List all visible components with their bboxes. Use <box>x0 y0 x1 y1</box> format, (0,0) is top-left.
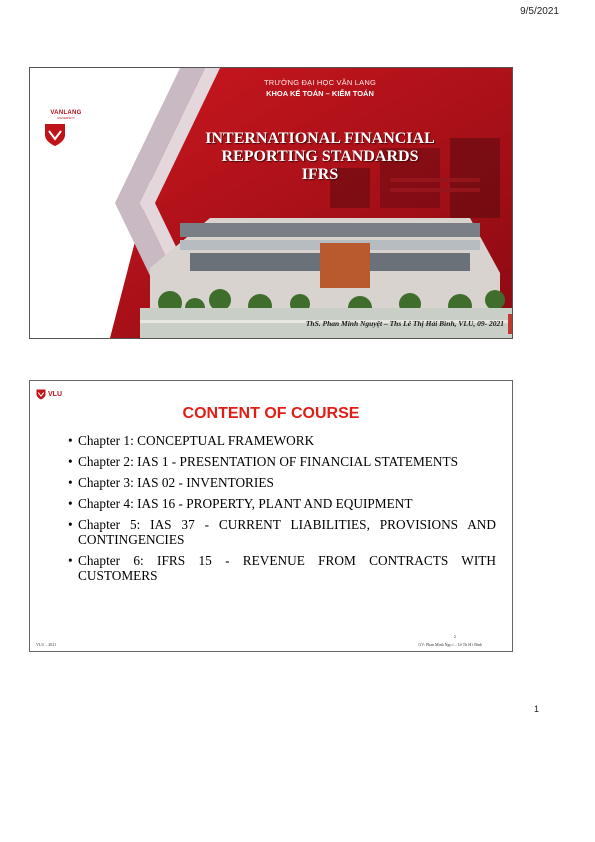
chapter-list <box>68 433 496 589</box>
title-slide-background <box>30 68 512 338</box>
page-number: 1 <box>533 704 539 714</box>
title-slide <box>29 67 513 339</box>
list-item: • Chapter 2: IAS 1 - PRESENTATION OF FINANCIAL STATEMENTS <box>68 454 496 469</box>
course-title: INTERNATIONAL FINANCIAL REPORTING STANDARDS IFRS <box>205 130 435 183</box>
vlu-logo: VLU <box>36 389 62 400</box>
shield-icon <box>36 389 46 400</box>
vanlang-logo: VANLANG UNIVERSITY <box>44 110 88 152</box>
footer-right: GV: Phan Minh Ngọ t – Lê Th H i Bình <box>418 642 482 647</box>
list-item: • Chapter 4: IAS 16 - PROPERTY, PLANT AND EQUIPMENT <box>68 496 496 511</box>
author-credit: ThS. Phan Minh Nguyệt – Ths Lê Thị Hải Bình, VLU, 09- 2021 <box>305 319 504 328</box>
page-date: 9/5/2021 <box>520 6 559 17</box>
shield-icon <box>44 123 66 147</box>
slide-title: CONTENT OF COURSE <box>182 405 360 422</box>
footer-left: VLU – 2021 <box>36 642 57 647</box>
content-slide <box>29 380 513 652</box>
accent-bar <box>508 314 512 334</box>
faculty-name: KHOA KẾ TOÁN – KIỂM TOÁN <box>266 89 374 98</box>
list-item: • Chapter 3: IAS 02 - INVENTORIES <box>68 475 496 490</box>
university-name: TRƯỜNG ĐẠI HỌC VĂN LANG <box>263 78 377 87</box>
list-item: • Chapter 5: IAS 37 - CURRENT LIABILITIES, PROVISIONS AND CONTINGENCIES <box>68 517 496 547</box>
slide-number: 2 <box>453 634 456 639</box>
list-item: • Chapter 1: CONCEPTUAL FRAMEWORK <box>68 433 496 448</box>
list-item: • Chapter 6: IFRS 15 - REVENUE FROM CONTRACTS WITH CUSTOMERS <box>68 553 496 583</box>
